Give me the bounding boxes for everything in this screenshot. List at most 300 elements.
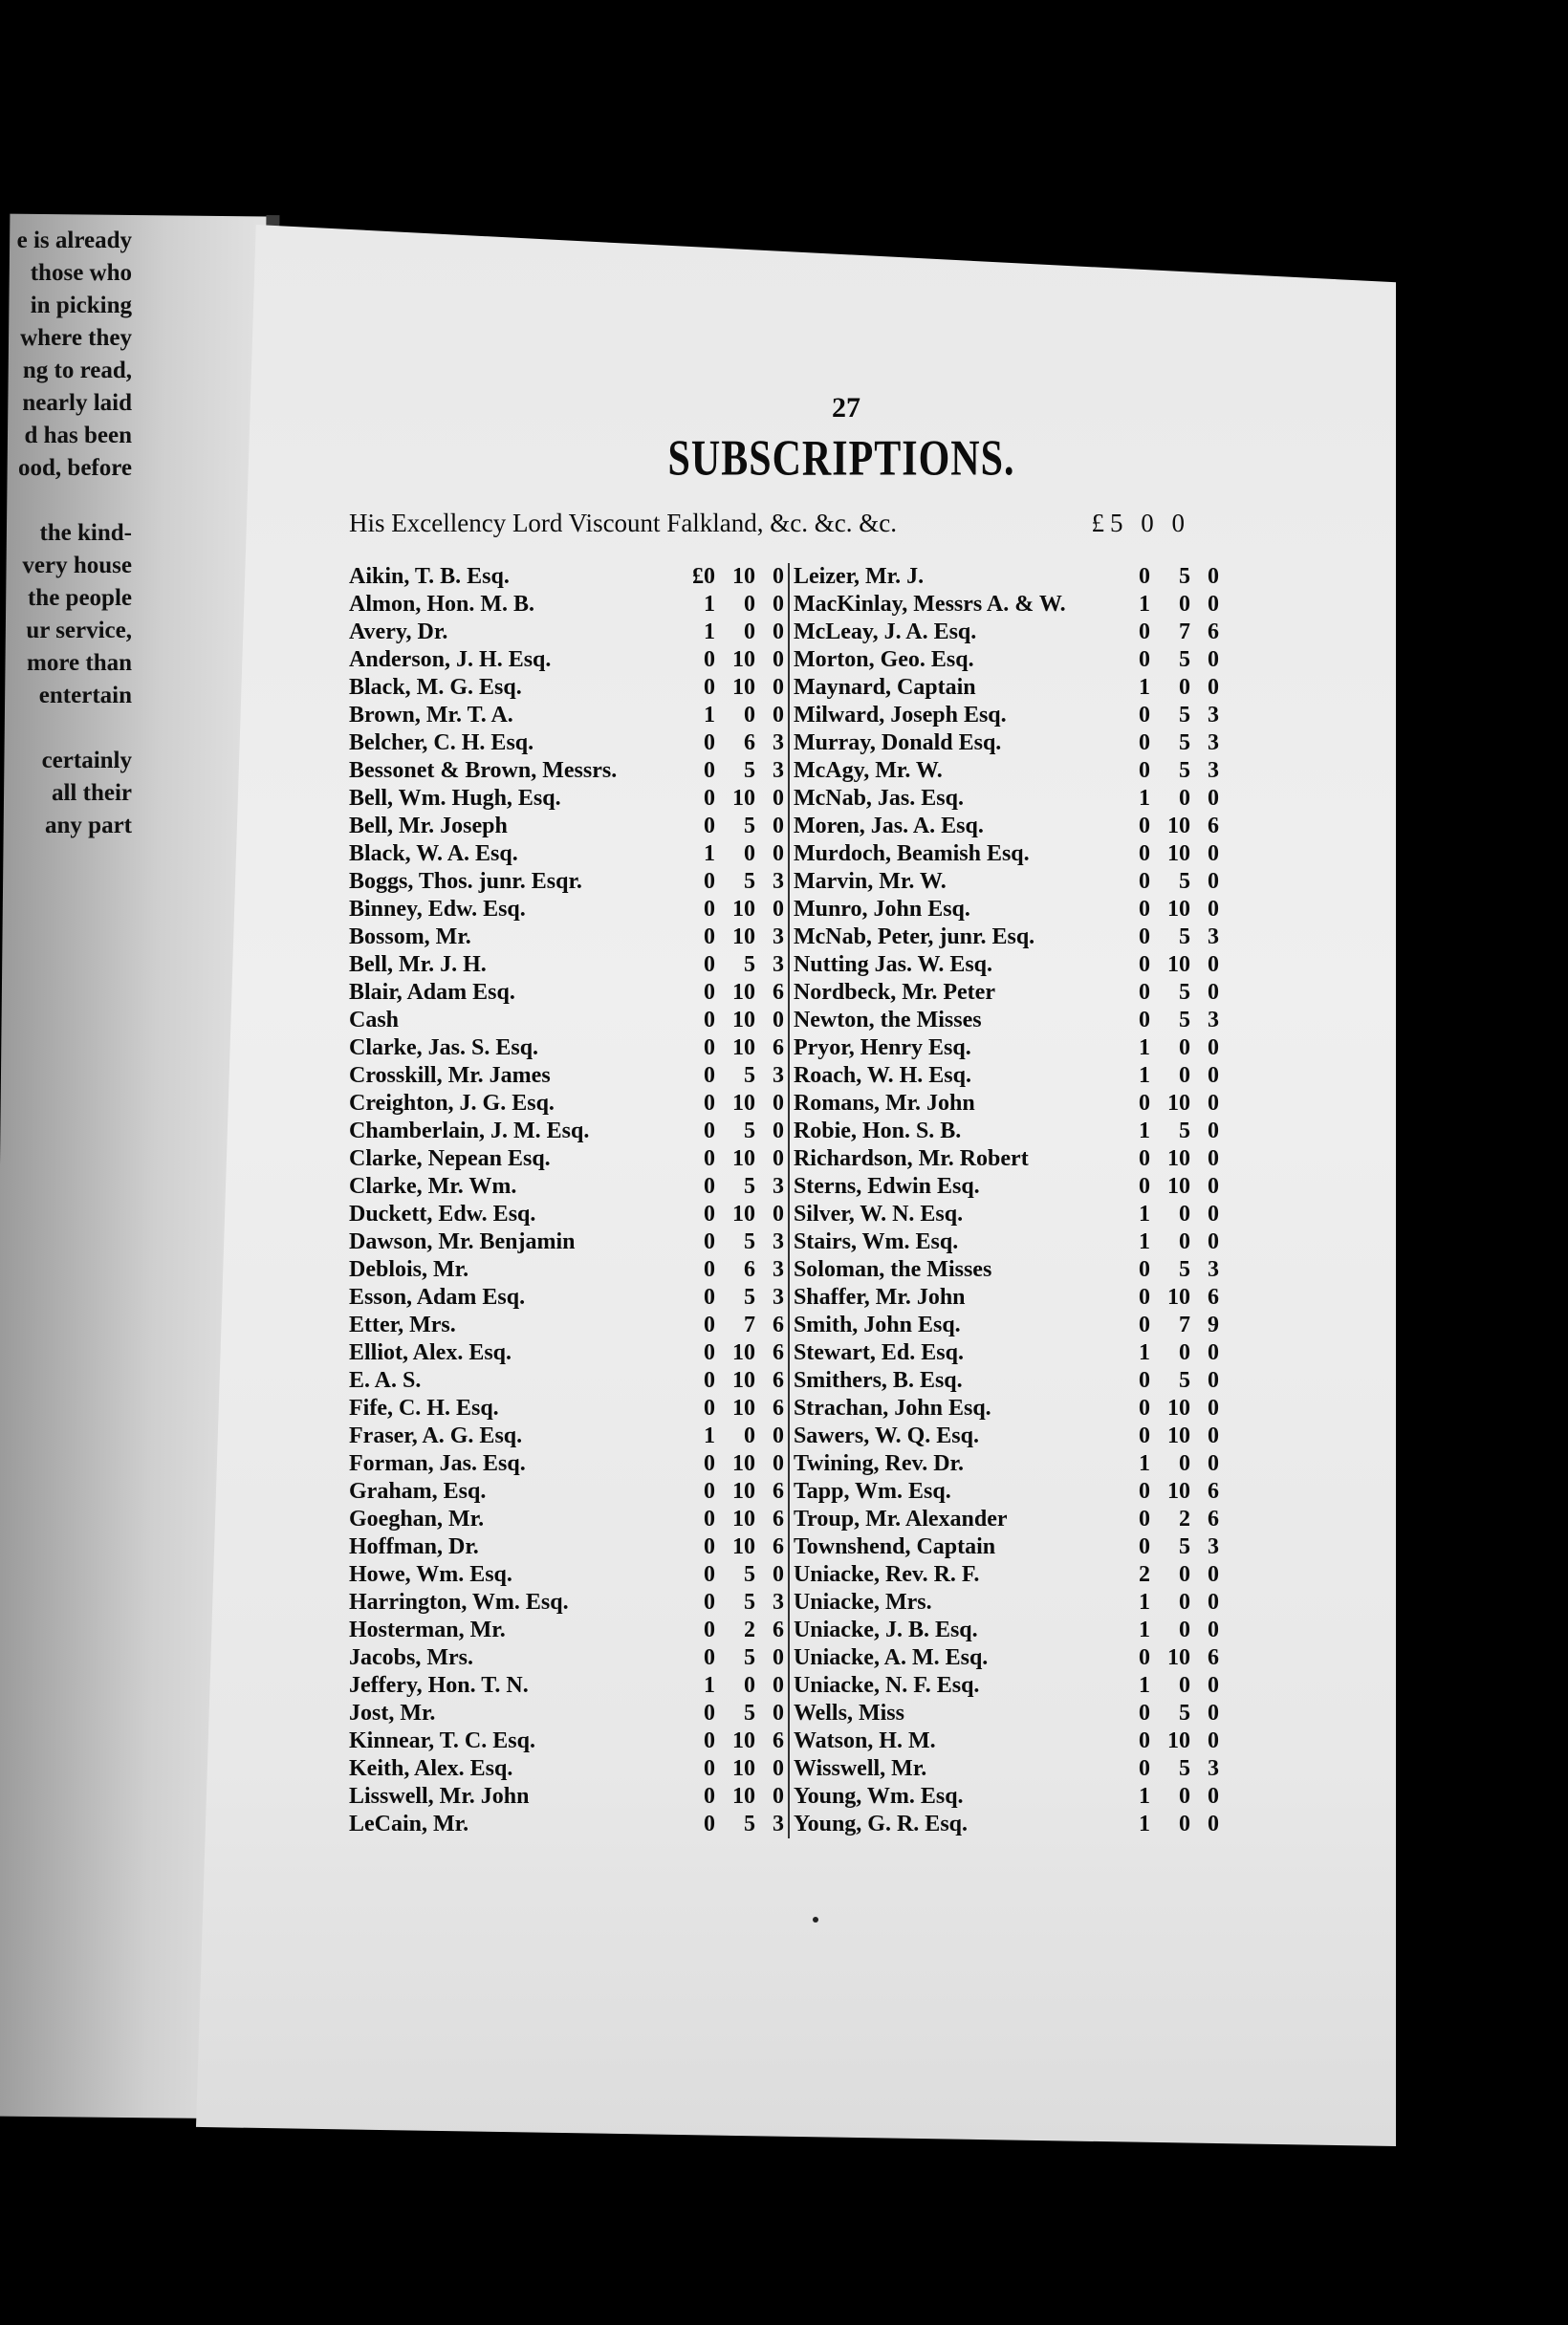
subscriber-row xyxy=(794,1007,1219,1034)
subscriber-name: Twining, Rev. Dr. xyxy=(793,1451,964,1476)
subscriber-name: Murray, Donald Esq. xyxy=(793,730,1002,755)
pounds: 0 xyxy=(1139,647,1150,672)
pence: 3 xyxy=(772,924,784,949)
pounds: 0 xyxy=(703,1507,715,1532)
subscriber-row xyxy=(349,1533,784,1561)
pence: 3 xyxy=(772,1285,784,1310)
pounds: 0 xyxy=(703,1479,715,1504)
pounds: 0 xyxy=(703,1174,715,1199)
pence: 6 xyxy=(772,1396,784,1421)
pence: 0 xyxy=(1208,1396,1219,1421)
subscriber-name: Tapp, Wm. Esq. xyxy=(793,1479,951,1504)
shillings: 10 xyxy=(1167,1146,1190,1171)
subscriber-row xyxy=(794,1423,1219,1450)
subscriber-row xyxy=(794,591,1219,619)
pounds: 0 xyxy=(703,1618,715,1642)
subscriber-name: Morton, Geo. Esq. xyxy=(793,647,974,672)
shillings: 5 xyxy=(743,1063,755,1088)
left-page-line: very house xyxy=(22,553,132,578)
subscriber-row xyxy=(349,563,784,591)
pence: 3 xyxy=(772,869,784,894)
subscriber-row xyxy=(349,1034,784,1062)
subscriber-name: Etter, Mrs. xyxy=(349,1313,456,1337)
subscriber-row xyxy=(349,979,784,1007)
subscriber-name: Uniacke, J. B. Esq. xyxy=(793,1618,978,1642)
subscriber-row xyxy=(349,1312,784,1339)
pence: 0 xyxy=(1208,1590,1219,1615)
pounds: 0 xyxy=(1139,1645,1150,1670)
subscriber-name: Munro, John Esq. xyxy=(793,897,970,922)
shillings: 5 xyxy=(743,758,755,783)
subscriber-name: Keith, Alex. Esq. xyxy=(349,1756,513,1781)
shillings: 0 xyxy=(1179,1229,1190,1254)
pounds: 0 xyxy=(1139,1423,1150,1448)
pounds: 2 xyxy=(1139,1562,1150,1587)
pence: 6 xyxy=(1208,814,1219,838)
pence: 0 xyxy=(772,675,784,700)
subscriber-name: Forman, Jas. Esq. xyxy=(349,1451,526,1476)
pounds: 0 xyxy=(1139,1368,1150,1393)
subscriber-row xyxy=(349,702,784,729)
pounds: 0 xyxy=(1139,814,1150,838)
subscriber-name: Belcher, C. H. Esq. xyxy=(349,730,534,755)
subscriber-row xyxy=(349,923,784,951)
subscriber-row xyxy=(794,923,1219,951)
subscriber-row xyxy=(349,1367,784,1395)
subscriber-row xyxy=(794,1811,1219,1838)
shillings: 0 xyxy=(1179,1673,1190,1698)
subscriber-name: Sterns, Edwin Esq. xyxy=(793,1174,980,1199)
shillings: 0 xyxy=(743,1673,755,1698)
pence: 6 xyxy=(772,1035,784,1060)
pounds: 0 xyxy=(703,1451,715,1476)
shillings: 0 xyxy=(1179,1035,1190,1060)
shillings: 10 xyxy=(731,1396,755,1421)
left-page-line: ur service, xyxy=(26,618,132,643)
subscriber-row xyxy=(794,1062,1219,1090)
subscriber-row xyxy=(794,1700,1219,1727)
pounds: 0 xyxy=(703,924,715,949)
subscriber-row xyxy=(794,1533,1219,1561)
pence: 0 xyxy=(1208,841,1219,866)
pounds: 0 xyxy=(1139,841,1150,866)
pence: 0 xyxy=(1208,897,1219,922)
shillings: 10 xyxy=(731,1784,755,1809)
pounds: 0 xyxy=(703,1368,715,1393)
subscriber-row xyxy=(349,1228,784,1256)
subscriber-row xyxy=(349,1617,784,1644)
pounds: 1 xyxy=(1139,675,1150,700)
shillings: 5 xyxy=(743,1701,755,1726)
pounds: 0 xyxy=(1139,1534,1150,1559)
pounds: 0 xyxy=(703,1285,715,1310)
pounds: 0 xyxy=(1139,1756,1150,1781)
subscriber-name: Wisswell, Mr. xyxy=(793,1756,927,1781)
subscriber-row xyxy=(794,1617,1219,1644)
pounds: 0 xyxy=(703,1091,715,1116)
pounds: 1 xyxy=(1139,1673,1150,1698)
subscriber-name: Harrington, Wm. Esq. xyxy=(349,1590,569,1615)
pence: 0 xyxy=(772,1784,784,1809)
pence: 0 xyxy=(1208,1423,1219,1448)
pounds: 0 xyxy=(1139,924,1150,949)
shillings: 10 xyxy=(731,1340,755,1365)
subscriber-row xyxy=(794,896,1219,923)
pounds: 1 xyxy=(1139,1812,1150,1836)
shillings: 0 xyxy=(1179,1063,1190,1088)
subscriber-name: Stairs, Wm. Esq. xyxy=(793,1229,959,1254)
subscriber-row xyxy=(794,1450,1219,1478)
left-page-text xyxy=(6,225,132,842)
subscriber-name: Uniacke, A. M. Esq. xyxy=(793,1645,989,1670)
subscriber-row xyxy=(794,813,1219,840)
pence: 0 xyxy=(1208,1119,1219,1143)
pence: 3 xyxy=(1208,758,1219,783)
shillings: 5 xyxy=(743,814,755,838)
subscriber-row xyxy=(349,1478,784,1506)
subscriber-name: Pryor, Henry Esq. xyxy=(793,1035,971,1060)
left-column xyxy=(349,563,790,1838)
pounds: 0 xyxy=(1139,730,1150,755)
pounds: 1 xyxy=(703,592,715,617)
subscriber-name: Binney, Edw. Esq. xyxy=(349,897,526,922)
pence: 0 xyxy=(1208,1229,1219,1254)
shillings: 10 xyxy=(1167,1091,1190,1116)
shillings: 6 xyxy=(743,1257,755,1282)
shillings: 5 xyxy=(1179,647,1190,672)
pence: 0 xyxy=(1208,1063,1219,1088)
subscriber-name: Milward, Joseph Esq. xyxy=(793,703,1007,728)
subscriber-name: Graham, Esq. xyxy=(349,1479,487,1504)
subscriber-name: Marvin, Mr. W. xyxy=(793,869,947,894)
subscriber-row xyxy=(349,674,784,702)
pounds: 0 xyxy=(703,1202,715,1227)
patron-name: His Excellency Lord Viscount Falkland, &c. &c. &c. xyxy=(349,509,897,537)
pence: 3 xyxy=(1208,1008,1219,1032)
shillings: 0 xyxy=(1179,1812,1190,1836)
subscriber-name: Clarke, Jas. S. Esq. xyxy=(349,1035,539,1060)
subscriber-name: Strachan, John Esq. xyxy=(793,1396,991,1421)
subscriber-name: Townshend, Captain xyxy=(793,1534,996,1559)
subscriber-name: Duckett, Edw. Esq. xyxy=(349,1202,536,1227)
left-page-line: d has been xyxy=(24,423,132,448)
subscriber-row xyxy=(349,591,784,619)
page-number: 27 xyxy=(832,392,860,424)
subscriber-name: Cash xyxy=(349,1008,400,1032)
pounds: 0 xyxy=(703,1229,715,1254)
subscriber-name: Creighton, J. G. Esq. xyxy=(349,1091,555,1116)
pounds: 0 xyxy=(703,1340,715,1365)
subscriber-row xyxy=(349,1201,784,1228)
subscriber-name: McAgy, Mr. W. xyxy=(793,758,943,783)
pence: 0 xyxy=(772,814,784,838)
pence: 3 xyxy=(772,1229,784,1254)
pounds: 0 xyxy=(703,897,715,922)
pence: 0 xyxy=(772,1673,784,1698)
subscriber-row xyxy=(794,1561,1219,1589)
subscriber-name: Chamberlain, J. M. Esq. xyxy=(349,1119,590,1143)
shillings: 5 xyxy=(1179,924,1190,949)
subscriber-row xyxy=(794,1783,1219,1811)
subscriber-name: Nordbeck, Mr. Peter xyxy=(793,980,995,1005)
pence: 0 xyxy=(1208,1091,1219,1116)
subscriber-row xyxy=(349,1811,784,1838)
shillings: 10 xyxy=(731,1728,755,1753)
subscriber-name: Uniacke, N. F. Esq. xyxy=(793,1673,980,1698)
pounds: 0 xyxy=(1139,619,1150,644)
left-page-line: in picking xyxy=(30,293,132,318)
pence: 3 xyxy=(772,758,784,783)
subscriber-row xyxy=(349,1589,784,1617)
pence: 0 xyxy=(1208,952,1219,977)
subscriber-row xyxy=(349,619,784,646)
shillings: 5 xyxy=(743,1229,755,1254)
pence: 3 xyxy=(1208,1756,1219,1781)
pounds: 0 xyxy=(703,1562,715,1587)
subscriber-row xyxy=(349,1062,784,1090)
subscriber-row xyxy=(349,646,784,674)
shillings: 10 xyxy=(1167,1174,1190,1199)
pence: 0 xyxy=(1208,786,1219,811)
pounds: 1 xyxy=(1139,1340,1150,1365)
subscriber-name: Bell, Wm. Hugh, Esq. xyxy=(349,786,561,811)
pounds: 1 xyxy=(1139,592,1150,617)
subscriber-name: Fraser, A. G. Esq. xyxy=(349,1423,523,1448)
shillings: 5 xyxy=(1179,758,1190,783)
pence: 0 xyxy=(772,619,784,644)
subscriber-name: Sawers, W. Q. Esq. xyxy=(793,1423,979,1448)
pounds: 1 xyxy=(1139,1784,1150,1809)
shillings: 10 xyxy=(1167,1645,1190,1670)
pounds: 0 xyxy=(1139,1174,1150,1199)
left-page-line: all their xyxy=(51,780,132,806)
subscriber-row xyxy=(794,951,1219,979)
pounds: 0 xyxy=(1139,980,1150,1005)
subscriber-name: Bell, Mr. J. H. xyxy=(349,952,487,977)
subscriber-row xyxy=(794,1118,1219,1145)
subscriber-row xyxy=(794,646,1219,674)
left-page-line: ood, before xyxy=(18,455,132,481)
pounds: 1 xyxy=(1139,1618,1150,1642)
shillings: 5 xyxy=(743,1285,755,1310)
left-page-line xyxy=(6,712,132,745)
pence: 0 xyxy=(1208,1340,1219,1365)
pence: 3 xyxy=(772,1812,784,1836)
pence: 0 xyxy=(772,564,784,589)
shillings: 10 xyxy=(1167,814,1190,838)
pounds: 0 xyxy=(1139,1396,1150,1421)
pounds: 0 xyxy=(703,675,715,700)
shillings: 10 xyxy=(1167,1396,1190,1421)
subscriber-name: McNab, Jas. Esq. xyxy=(793,786,964,811)
pence: 0 xyxy=(1208,1728,1219,1753)
subscriber-name: MacKinlay, Messrs A. & W. xyxy=(793,592,1066,617)
pounds: 1 xyxy=(1139,1229,1150,1254)
shillings: 5 xyxy=(1179,1701,1190,1726)
shillings: 5 xyxy=(1179,1257,1190,1282)
pence: 0 xyxy=(1208,1784,1219,1809)
left-page-line: the kind- xyxy=(39,520,132,546)
subscriber-row xyxy=(794,1284,1219,1312)
subscriber-name: Jost, Mr. xyxy=(349,1701,436,1726)
pounds: 1 xyxy=(703,1423,715,1448)
shillings: 0 xyxy=(1179,1590,1190,1615)
subscriber-row xyxy=(349,1506,784,1533)
subscriber-row xyxy=(794,1312,1219,1339)
subscriber-name: Blair, Adam Esq. xyxy=(349,980,515,1005)
subscriber-name: Deblois, Mr. xyxy=(349,1257,469,1282)
pounds: 0 xyxy=(703,730,715,755)
shillings: 10 xyxy=(731,647,755,672)
pence: 0 xyxy=(1208,1618,1219,1642)
pounds: 1 xyxy=(1139,1590,1150,1615)
subscriber-name: Murdoch, Beamish Esq. xyxy=(793,841,1030,866)
subscriber-name: Dawson, Mr. Benjamin xyxy=(349,1229,576,1254)
shillings: 10 xyxy=(731,1202,755,1227)
subscriber-row xyxy=(349,1672,784,1700)
subscriber-row xyxy=(349,1700,784,1727)
subscriber-row xyxy=(794,1672,1219,1700)
subscriber-row xyxy=(349,757,784,785)
pence: 6 xyxy=(772,980,784,1005)
right-column xyxy=(790,563,1219,1838)
pounds: 0 xyxy=(703,1146,715,1171)
shillings: 5 xyxy=(1179,980,1190,1005)
subscriber-row xyxy=(349,1423,784,1450)
pounds: 0 xyxy=(703,1396,715,1421)
pounds: 0 xyxy=(1139,1091,1150,1116)
subscriber-name: Bell, Mr. Joseph xyxy=(349,814,508,838)
shillings: 5 xyxy=(1179,1756,1190,1781)
subscriber-name: Avery, Dr. xyxy=(349,619,448,644)
pounds: 1 xyxy=(703,703,715,728)
subscriber-row xyxy=(794,1506,1219,1533)
left-page-line: any part xyxy=(45,813,132,838)
pence: 0 xyxy=(1208,1451,1219,1476)
shillings: 5 xyxy=(1179,703,1190,728)
subscriber-row xyxy=(794,619,1219,646)
subscriber-row xyxy=(349,1644,784,1672)
shillings: 5 xyxy=(1179,1534,1190,1559)
pounds: 1 xyxy=(703,619,715,644)
subscriber-row xyxy=(349,1173,784,1201)
pence: 0 xyxy=(1208,1812,1219,1836)
left-page-line: the people xyxy=(27,585,132,611)
pence: 6 xyxy=(1208,1479,1219,1504)
shillings: 5 xyxy=(1179,1368,1190,1393)
subscriber-name: Wells, Miss xyxy=(793,1701,904,1726)
shillings: 10 xyxy=(731,1479,755,1504)
subscriber-row xyxy=(794,729,1219,757)
subscriber-name: Moren, Jas. A. Esq. xyxy=(793,814,984,838)
pence: 0 xyxy=(772,1562,784,1587)
pence: 0 xyxy=(772,786,784,811)
subscriber-row xyxy=(794,785,1219,813)
shillings: 10 xyxy=(1167,1728,1190,1753)
subscriber-name: Elliot, Alex. Esq. xyxy=(349,1340,512,1365)
pounds: 0 xyxy=(1139,1008,1150,1032)
left-page-line: nearly laid xyxy=(22,390,132,416)
subscriber-row xyxy=(349,785,784,813)
shillings: 0 xyxy=(743,703,755,728)
pence: 3 xyxy=(1208,924,1219,949)
subscriber-row xyxy=(794,757,1219,785)
pounds: 1 xyxy=(703,1673,715,1698)
subscriber-row xyxy=(349,1256,784,1284)
subscriber-row xyxy=(794,674,1219,702)
pence: 0 xyxy=(772,1119,784,1143)
shillings: 10 xyxy=(731,1091,755,1116)
subscriber-name: McNab, Peter, junr. Esq. xyxy=(793,924,1035,949)
pounds: 0 xyxy=(703,1728,715,1753)
pounds: 1 xyxy=(1139,1063,1150,1088)
subscriber-row xyxy=(794,868,1219,896)
left-page-line: more than xyxy=(27,650,132,676)
subscriber-name: Lisswell, Mr. John xyxy=(349,1784,530,1809)
pence: 6 xyxy=(772,1340,784,1365)
shillings: 10 xyxy=(731,1507,755,1532)
pence: 3 xyxy=(1208,703,1219,728)
left-page-line: where they xyxy=(20,325,132,351)
shillings: 0 xyxy=(743,841,755,866)
pence: 0 xyxy=(1208,647,1219,672)
subscriber-row xyxy=(794,1090,1219,1118)
shillings: 0 xyxy=(1179,1784,1190,1809)
subscriber-row xyxy=(349,1090,784,1118)
subscriber-name: Howe, Wm. Esq. xyxy=(349,1562,512,1587)
pounds: 0 xyxy=(703,1008,715,1032)
subscriber-row xyxy=(794,1478,1219,1506)
pounds: 0 xyxy=(703,1313,715,1337)
subscriber-row xyxy=(349,1783,784,1811)
shillings: 0 xyxy=(1179,786,1190,811)
subscriber-row xyxy=(794,1339,1219,1367)
pounds: 0 xyxy=(1139,1313,1150,1337)
subscriber-row xyxy=(349,1118,784,1145)
subscriber-row xyxy=(349,951,784,979)
pence: 3 xyxy=(1208,730,1219,755)
pence: 6 xyxy=(772,1313,784,1337)
pence: 6 xyxy=(772,1479,784,1504)
subscriber-name: Smith, John Esq. xyxy=(793,1313,961,1337)
shillings: 0 xyxy=(1179,592,1190,617)
pence: 0 xyxy=(1208,564,1219,589)
subscriber-name: Troup, Mr. Alexander xyxy=(793,1507,1008,1532)
left-page-line: those who xyxy=(30,260,132,286)
subscriber-name: Hosterman, Mr. xyxy=(349,1618,506,1642)
pence: 0 xyxy=(772,1756,784,1781)
pence: 0 xyxy=(772,1008,784,1032)
pounds: 1 xyxy=(703,841,715,866)
pence: 3 xyxy=(772,1257,784,1282)
subscriber-name: Maynard, Captain xyxy=(793,675,976,700)
pence: 3 xyxy=(772,952,784,977)
shillings: 5 xyxy=(743,1590,755,1615)
shillings: 6 xyxy=(743,730,755,755)
shillings: 10 xyxy=(731,1008,755,1032)
shillings: 2 xyxy=(743,1618,755,1642)
pounds: 0 xyxy=(1139,952,1150,977)
pence: 0 xyxy=(772,1645,784,1670)
pence: 0 xyxy=(772,841,784,866)
pounds: 0 xyxy=(703,1784,715,1809)
pence: 0 xyxy=(1208,1035,1219,1060)
pounds: 0 xyxy=(703,1590,715,1615)
pounds: 0 xyxy=(703,1119,715,1143)
shillings: 10 xyxy=(731,1146,755,1171)
shillings: 10 xyxy=(731,1451,755,1476)
subscriber-row xyxy=(794,1256,1219,1284)
